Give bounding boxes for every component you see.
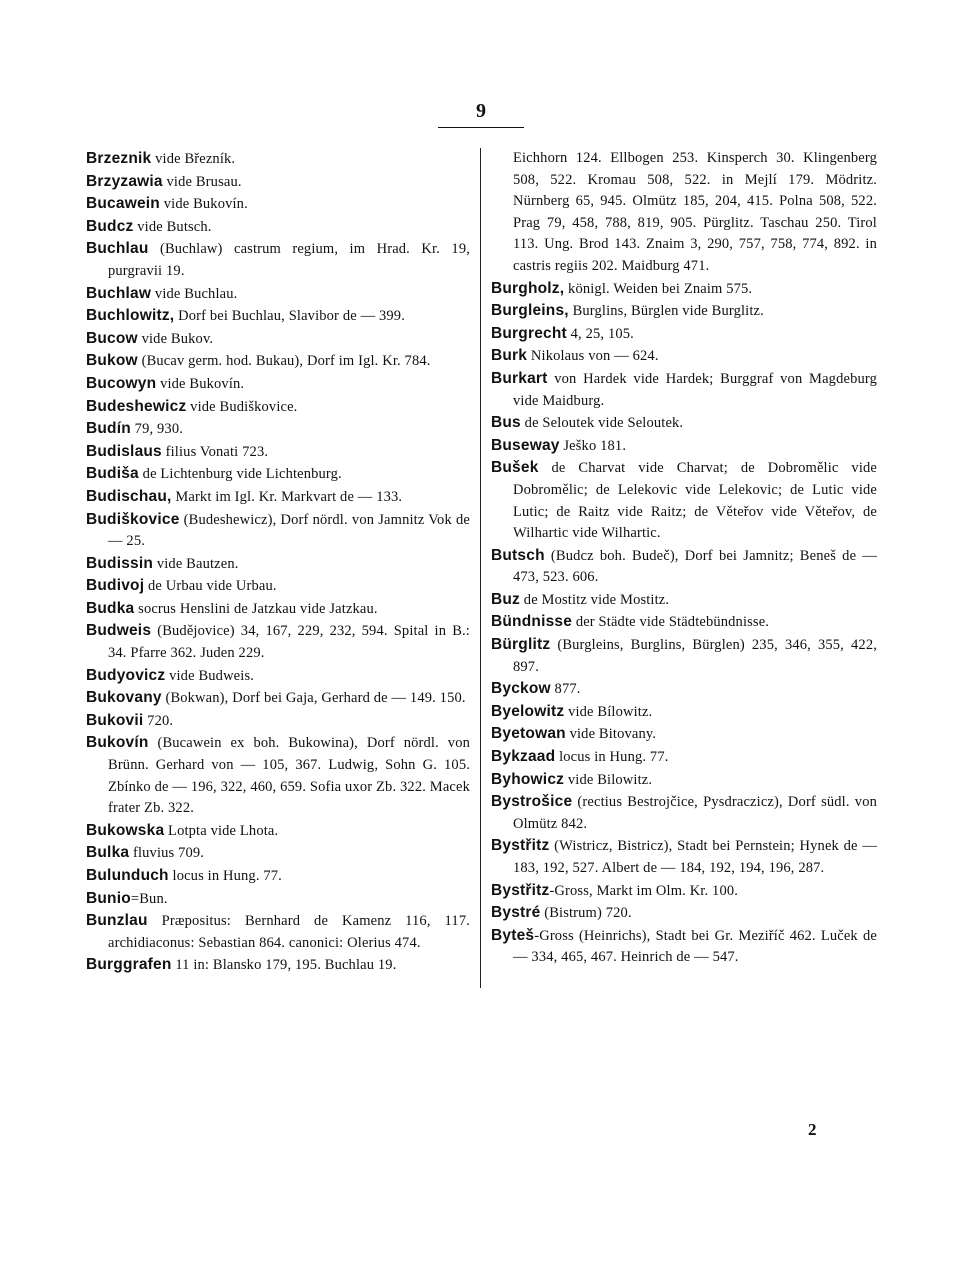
entry-text: Markt im Igl. Kr. Markvart de — 133. (171, 488, 403, 505)
index-entry (491, 791, 877, 835)
entry-headword: Bucowyn (86, 374, 157, 392)
entry-text: vide Butsch. (133, 218, 212, 235)
index-entry (86, 910, 470, 954)
entry-text: vide Budiškovice. (186, 398, 298, 415)
entry-text: vide Bitovany. (565, 726, 657, 743)
entry-headword: Byelowitz (491, 702, 565, 720)
entry-headword: Budyovicz (86, 666, 166, 684)
entry-text: fluvius 709. (129, 845, 205, 862)
index-entry (86, 171, 470, 194)
entry-text: 720. (143, 712, 174, 729)
entry-text: de Urbau vide Urbau. (144, 578, 277, 595)
entry-text: Ješko 181. (559, 437, 627, 454)
entry-headword: Bukow (86, 352, 138, 370)
entry-headword: Budiša (86, 465, 139, 483)
entry-headword: Bystřitz (491, 837, 550, 855)
index-entry (86, 842, 470, 865)
index-entry (86, 148, 470, 171)
index-entry (491, 701, 877, 724)
entry-headword: Bukovín (86, 734, 149, 752)
entry-headword: Buseway (491, 436, 560, 454)
entry-text: vide Bilowitz. (564, 771, 653, 788)
index-entry (86, 441, 470, 464)
entry-text: vide Bukovín. (159, 196, 248, 213)
entry-text: vide Bukovín. (156, 375, 245, 392)
index-entry (86, 238, 470, 282)
entry-headword: Brzyzawia (86, 172, 163, 190)
entry-headword: Bukovii (86, 711, 144, 729)
right-column (491, 148, 877, 969)
entry-headword: Buz (491, 590, 521, 608)
entry-headword: Byteš (491, 926, 535, 944)
entry-text: königl. Weiden bei Znaim 575. (564, 280, 753, 297)
index-entry (86, 888, 470, 911)
entry-headword: Bukowska (86, 821, 165, 839)
entry-headword: Budivoj (86, 577, 145, 595)
entry-text: der Städte vide Städtebündnisse. (572, 614, 770, 631)
entry-text: -Gross (Heinrichs), Stadt bei Gr. Meziříč 462. Luček de — 334, 465, 467. Heinrich de — 547. (513, 927, 877, 966)
index-entry (86, 687, 470, 710)
entry-text: vide Budweis. (165, 667, 255, 684)
entry-text: (Budcz boh. Budeč), Dorf bei Jamnitz; Beneš de — 473, 523. 606. (513, 547, 877, 586)
entry-headword: Budín (86, 420, 131, 438)
index-entry (491, 345, 877, 368)
index-entry (491, 634, 877, 678)
entry-text: vide Bautzen. (153, 555, 239, 572)
continuation-entry: Eichhorn 124. Ellbogen 253. Kinsperch 30. Klingenberg 508, 522. Kromau 508, 522. in Mejlí 179. Mödritz. Nürnberg 65, 945. Olmütz 185, 204, 415. Polna 508, 522. Prag 79, 458, 788, 819, 905. Pürglitz. Taschau 250. Tirol 113. Ung. Brod 143. Znaim 3, 290, 757, 758, 774, 892. in castris regiis 202. Maidburg 471. (513, 150, 877, 274)
index-entry (491, 435, 877, 458)
entry-headword: Bunzlau (86, 912, 148, 930)
entry-text: locus in Hung. 77. (168, 868, 282, 884)
entry-text: de Seloutek vide Seloutek. (520, 415, 684, 432)
entry-headword: Burggrafen (86, 956, 172, 974)
entry-text: socrus Henslini de Jatzkau vide Jatzkau. (134, 600, 378, 617)
entry-text: -Gross, Markt im Olm. Kr. 100. (549, 882, 739, 899)
index-entry (86, 732, 470, 819)
signature-mark: 2 (808, 1120, 817, 1139)
index-entry (491, 611, 877, 634)
index-entry (491, 412, 877, 435)
entry-text: =Bun. (130, 890, 168, 907)
entry-headword: Budeshewicz (86, 397, 187, 415)
entry-text: (Buchlaw) castrum regium, im Hrad. Kr. 19, purgravii 19. (108, 241, 470, 279)
entry-text: vide Brusau. (162, 173, 242, 190)
entry-text: (Burgleins, Burglins, Bürglen) 235, 346, 355, 422, 897. (513, 637, 877, 675)
entry-text: (Bokwan), Dorf bei Gaja, Gerhard de — 149. 150. (161, 690, 466, 707)
entry-headword: Bulka (86, 844, 130, 862)
entry-headword: Budka (86, 599, 135, 617)
left-column (86, 148, 470, 977)
index-entry (86, 865, 470, 888)
index-entry (86, 350, 470, 373)
entry-headword: Bystré (491, 904, 541, 922)
entry-text: de Lichtenburg vide Lichtenburg. (138, 466, 342, 483)
entry-headword: Burkart (491, 369, 548, 387)
index-entry (86, 193, 470, 216)
index-entry (86, 328, 470, 351)
index-entry (86, 553, 470, 576)
index-entry (86, 216, 470, 239)
index-entry (491, 545, 877, 589)
page-number: 9 (476, 100, 486, 122)
index-entry (86, 598, 470, 621)
index-entry (491, 589, 877, 612)
index-entry (86, 820, 470, 843)
index-entry (491, 368, 877, 412)
header-rule (438, 127, 524, 128)
entry-headword: Byhowicz (491, 770, 565, 788)
entry-headword: Buchlowitz, (86, 307, 175, 325)
entry-headword: Budislaus (86, 442, 162, 460)
index-entry (86, 954, 470, 977)
entry-headword: Budweis (86, 622, 152, 640)
entry-headword: Butsch (491, 546, 545, 564)
entry-text: de Mostitz vide Mostitz. (520, 591, 670, 608)
entry-headword: Bystřitz (491, 881, 550, 899)
entry-headword: Burk (491, 347, 528, 365)
entry-text: (rectius Bestrojčice, Pysdraczicz), Dorf südl. von Olmütz 842. (513, 794, 877, 832)
entry-text: Burglins, Bürglen vide Burglitz. (568, 303, 764, 320)
index-entry (86, 305, 470, 328)
index-entry (491, 678, 877, 701)
index-entry (86, 463, 470, 486)
index-entry (86, 418, 470, 441)
index-entry (491, 902, 877, 925)
index-entry (86, 710, 470, 733)
entry-text: (Wistricz, Bistricz), Stadt bei Pernstein; Hynek de — 183, 192, 527. Albert de — 184, 192, 194, 196, 287. (513, 838, 877, 876)
entry-headword: Burgholz, (491, 279, 565, 297)
entry-headword: Bündnisse (491, 613, 573, 631)
entry-headword: Bucawein (86, 195, 160, 213)
entry-headword: Burgrecht (491, 324, 567, 342)
entry-text: 11 in: Blansko 179, 195. Buchlau 19. (171, 957, 397, 974)
entry-text: de Charvat vide Charvat; de Dobromělic vide Dobromělic; de Lelekovic vide Lelekovic; de Lutic vide Lutic; de Raitz vide Raitz; de Věteřov vide Věteřov, de Wilhartic vide Wilhartic. (513, 460, 877, 542)
entry-text: vide Březník. (151, 151, 236, 167)
index-entry (491, 323, 877, 346)
entry-headword: Bucow (86, 329, 138, 347)
entry-text: Lotpta vide Lhota. (164, 822, 279, 839)
entry-headword: Bunio (86, 889, 131, 907)
index-entry (86, 620, 470, 664)
entry-text: (Bistrum) 720. (540, 905, 632, 922)
entry-headword: Bulunduch (86, 867, 169, 884)
entry-headword: Bušek (491, 459, 539, 477)
index-entry (491, 835, 877, 879)
entry-text: locus in Hung. 77. (555, 749, 669, 766)
entry-text: 4, 25, 105. (566, 325, 634, 342)
index-entry (86, 509, 470, 553)
entry-headword: Bykzaad (491, 748, 556, 766)
entry-headword: Bürglitz (491, 636, 551, 654)
index-entry (86, 486, 470, 509)
entry-headword: Budissin (86, 554, 154, 572)
entry-text: Dorf bei Buchlau, Slavibor de — 399. (174, 308, 405, 325)
index-entry (491, 278, 877, 301)
index-entry (86, 575, 470, 598)
entry-headword: Brzeznik (86, 150, 152, 167)
index-entry (491, 769, 877, 792)
index-entry (86, 665, 470, 688)
index-entry (86, 396, 470, 419)
entry-headword: Bus (491, 414, 521, 432)
index-entry (86, 283, 470, 306)
entry-text: filius Vonati 723. (161, 443, 269, 460)
entry-text: 79, 930. (130, 421, 184, 438)
entry-headword: Byckow (491, 680, 551, 698)
index-entry (491, 300, 877, 323)
entry-headword: Bukovany (86, 689, 162, 707)
entry-text: (Bucawein ex boh. Bukowina), Dorf nördl. von Brünn. Gerhard von — 105, 367. Ludwig, Sohn G. 105. Zbínko de — 196, 322, 460, 659. Sofia uxor Zb. 322. Macek frater Zb. 322. (108, 735, 470, 817)
entry-text: 877. (550, 681, 581, 698)
entry-text: vide Bílowitz. (564, 703, 653, 720)
entry-text: vide Bukov. (137, 330, 214, 347)
entry-headword: Buchlaw (86, 284, 152, 302)
index-entry (491, 457, 877, 544)
index-entry (86, 373, 470, 396)
index-entry (491, 925, 877, 969)
index-entry (491, 880, 877, 903)
entry-headword: Burgleins, (491, 302, 569, 320)
entry-text: Præpositus: Bernhard de Kamenz 116, 117. archidiaconus: Sebastian 864. canonici: Olerius 474. (108, 913, 470, 951)
entry-headword: Bystrošice (491, 793, 573, 811)
entry-text: (Budeshewicz), Dorf nördl. von Jamnitz Vok de — 25. (108, 511, 470, 550)
entry-text: vide Buchlau. (151, 285, 238, 302)
index-entry (491, 746, 877, 769)
entry-headword: Byetowan (491, 725, 566, 743)
entry-headword: Budischau, (86, 487, 172, 505)
entry-text: (Bucav germ. hod. Bukau), Dorf im Igl. Kr. 784. (137, 353, 431, 370)
entry-headword: Budiškovice (86, 510, 180, 528)
entry-headword: Buchlau (86, 240, 149, 258)
entry-text: von Hardek vide Hardek; Burggraf von Magdeburg vide Maidburg. (513, 370, 877, 409)
entry-text: (Budějovice) 34, 167, 229, 232, 594. Spital in B.: 34. Pfarre 362. Juden 229. (108, 623, 470, 662)
column-divider (480, 148, 481, 988)
index-entry (491, 723, 877, 746)
entry-headword: Budcz (86, 217, 134, 235)
entry-text: Nikolaus von — 624. (527, 348, 659, 365)
